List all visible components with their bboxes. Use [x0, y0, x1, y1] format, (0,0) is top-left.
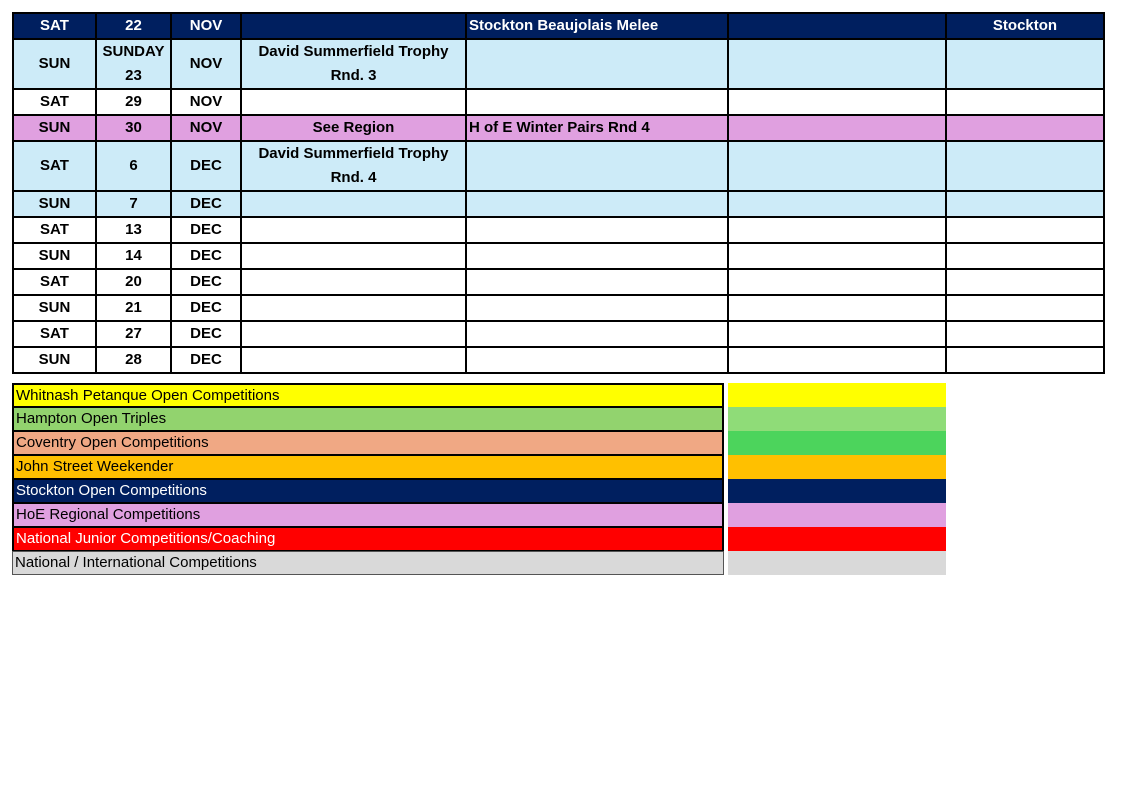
notes-cell [728, 269, 946, 295]
date-cell: 20 [96, 269, 171, 295]
schedule-row [13, 89, 1104, 115]
legend-swatch [728, 479, 946, 503]
event-cell [241, 191, 466, 217]
event-cell [241, 347, 466, 373]
legend-label: John Street Weekender [12, 455, 724, 479]
event-cell: David Summerfield Trophy Rnd. 4 [241, 141, 466, 191]
schedule-row [13, 243, 1104, 269]
month-cell: DEC [171, 243, 241, 269]
schedule-row [13, 269, 1104, 295]
venue-cell [946, 39, 1104, 89]
event-secondary-cell [466, 191, 728, 217]
day-cell: SAT [13, 217, 96, 243]
month-cell: NOV [171, 39, 241, 89]
legend-swatch [728, 407, 946, 431]
venue-cell [946, 243, 1104, 269]
event-secondary-cell [466, 217, 728, 243]
event-cell [241, 321, 466, 347]
legend-label: Stockton Open Competitions [12, 479, 724, 503]
legend-row [12, 503, 946, 527]
event-cell [241, 13, 466, 39]
venue-cell [946, 141, 1104, 191]
venue-cell [946, 217, 1104, 243]
legend-row [12, 407, 946, 431]
event-secondary-cell: H of E Winter Pairs Rnd 4 [466, 115, 728, 141]
notes-cell [728, 13, 946, 39]
schedule-row [13, 141, 1104, 191]
event-secondary-cell: Stockton Beaujolais Melee [466, 13, 728, 39]
schedule-row [13, 115, 1104, 141]
schedule-table [12, 12, 1105, 374]
schedule-row [13, 321, 1104, 347]
venue-cell [946, 89, 1104, 115]
schedule-row [13, 217, 1104, 243]
day-cell: SUN [13, 115, 96, 141]
venue-cell [946, 347, 1104, 373]
legend-swatch [728, 503, 946, 527]
event-secondary-cell [466, 321, 728, 347]
schedule-row [13, 295, 1104, 321]
legend-label: Whitnash Petanque Open Competitions [12, 383, 724, 407]
month-cell: DEC [171, 141, 241, 191]
notes-cell [728, 39, 946, 89]
event-cell [241, 217, 466, 243]
notes-cell [728, 295, 946, 321]
day-cell: SUN [13, 191, 96, 217]
venue-cell: Stockton [946, 13, 1104, 39]
event-cell [241, 89, 466, 115]
schedule-row [13, 347, 1104, 373]
notes-cell [728, 89, 946, 115]
date-cell: 29 [96, 89, 171, 115]
date-cell: 6 [96, 141, 171, 191]
date-cell: 14 [96, 243, 171, 269]
legend-swatch [728, 455, 946, 479]
day-cell: SAT [13, 89, 96, 115]
month-cell: DEC [171, 347, 241, 373]
day-cell: SUN [13, 295, 96, 321]
legend-swatch [728, 431, 946, 455]
legend-row [12, 527, 946, 551]
venue-cell [946, 191, 1104, 217]
month-cell: DEC [171, 321, 241, 347]
month-cell: NOV [171, 115, 241, 141]
event-cell: See Region [241, 115, 466, 141]
notes-cell [728, 347, 946, 373]
day-cell: SAT [13, 141, 96, 191]
month-cell: DEC [171, 191, 241, 217]
notes-cell [728, 321, 946, 347]
notes-cell [728, 115, 946, 141]
date-cell: 30 [96, 115, 171, 141]
date-cell: 28 [96, 347, 171, 373]
notes-cell [728, 191, 946, 217]
month-cell: DEC [171, 269, 241, 295]
day-cell: SUN [13, 347, 96, 373]
event-cell [241, 269, 466, 295]
event-cell: David Summerfield Trophy Rnd. 3 [241, 39, 466, 89]
month-cell: NOV [171, 13, 241, 39]
venue-cell [946, 115, 1104, 141]
month-cell: DEC [171, 217, 241, 243]
date-cell: 7 [96, 191, 171, 217]
day-cell: SUN [13, 243, 96, 269]
legend-row [12, 383, 946, 407]
date-cell: 13 [96, 217, 171, 243]
month-cell: DEC [171, 295, 241, 321]
date-cell: SUNDAY 23 [96, 39, 171, 89]
event-secondary-cell [466, 39, 728, 89]
event-secondary-cell [466, 89, 728, 115]
day-cell: SAT [13, 269, 96, 295]
legend-label: National Junior Competitions/Coaching [12, 527, 724, 551]
date-cell: 27 [96, 321, 171, 347]
event-secondary-cell [466, 347, 728, 373]
date-cell: 21 [96, 295, 171, 321]
event-secondary-cell [466, 269, 728, 295]
event-secondary-cell [466, 295, 728, 321]
notes-cell [728, 217, 946, 243]
legend-label: HoE Regional Competitions [12, 503, 724, 527]
notes-cell [728, 141, 946, 191]
event-cell [241, 295, 466, 321]
legend [12, 383, 946, 575]
legend-swatch [728, 383, 946, 407]
legend-label: National / International Competitions [12, 551, 724, 575]
day-cell: SUN [13, 39, 96, 89]
event-cell [241, 243, 466, 269]
schedule-row [13, 13, 1104, 39]
schedule-row [13, 39, 1104, 89]
legend-swatch [728, 527, 946, 551]
event-secondary-cell [466, 141, 728, 191]
schedule-body [13, 13, 1104, 373]
notes-cell [728, 243, 946, 269]
event-secondary-cell [466, 243, 728, 269]
legend-row [12, 551, 946, 575]
legend-row [12, 455, 946, 479]
legend-row [12, 431, 946, 455]
legend-swatch [728, 551, 946, 575]
month-cell: NOV [171, 89, 241, 115]
venue-cell [946, 269, 1104, 295]
date-cell: 22 [96, 13, 171, 39]
venue-cell [946, 295, 1104, 321]
legend-row [12, 479, 946, 503]
day-cell: SAT [13, 321, 96, 347]
day-cell: SAT [13, 13, 96, 39]
legend-label: Coventry Open Competitions [12, 431, 724, 455]
schedule-row [13, 191, 1104, 217]
legend-label: Hampton Open Triples [12, 407, 724, 431]
venue-cell [946, 321, 1104, 347]
